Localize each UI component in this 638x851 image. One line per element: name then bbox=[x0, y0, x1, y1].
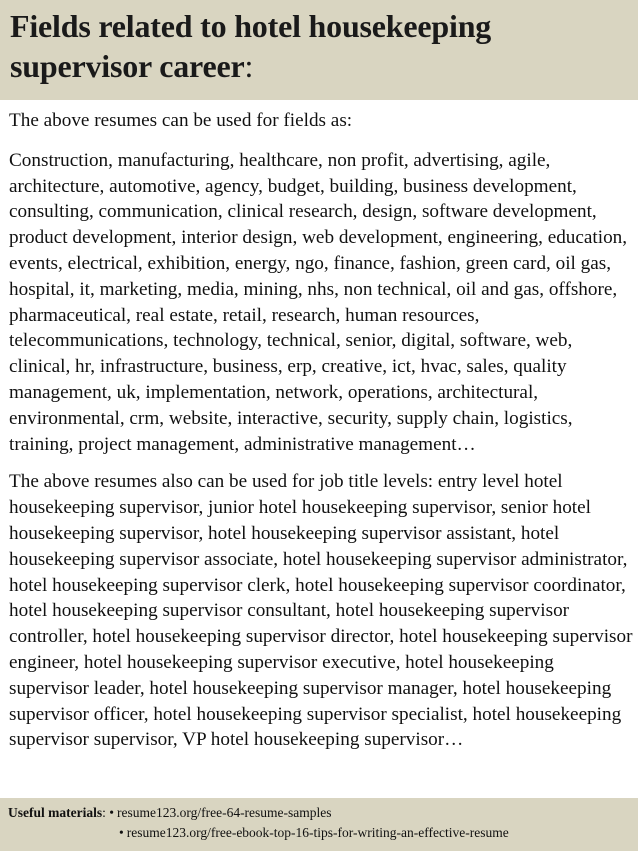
footer-row-2 bbox=[8, 823, 638, 843]
fields-paragraph: Construction, manufacturing, healthcare, non profit, advertising, agile, architecture, automotive, agency, budget, building, business development, consulting, communication, clinical research, design, software development, product development, interior design, web development, engineering, education, events, electrical, exhibition, energy, ngo, finance, fashion, green card, oil gas, hospital, it, marketing, media, mining, nhs, non technical, oil and gas, offshore, pharmaceutical, real estate, retail, research, human resources, telecommunications, technology, technical, senior, digital, software, web, clinical, hr, infrastructure, business, erp, creative, ict, hvac, sales, quality management, uk, implementation, network, operations, architectural, environmental, crm, website, interactive, security, supply chain, logistics, training, project management, administrative management… bbox=[9, 149, 628, 455]
job-levels-paragraph: The above resumes also can be used for job title levels: entry level hotel housekeeping supervisor, junior hotel housekeeping supervisor, senior hotel housekeeping supervisor, hotel housekeeping supervisor assistant, hotel housekeeping supervisor associate, hotel housekeeping supervisor administrator, hotel housekeeping supervisor clerk, hotel housekeeping supervisor coordinator, hotel housekeeping supervisor consultant, hotel housekeeping supervisor controller, hotel housekeeping supervisor director, hotel housekeeping supervisor engineer, hotel housekeeping supervisor executive, hotel housekeeping supervisor leader, hotel housekeeping supervisor manager, hotel housekeeping supervisor officer, hotel housekeeping supervisor specialist, hotel housekeeping supervisor supervisor, VP hotel housekeeping supervisor… bbox=[9, 471, 633, 751]
page-title-colon: : bbox=[244, 48, 254, 84]
bullet-icon: • bbox=[119, 825, 124, 840]
useful-materials-label: Useful materials bbox=[8, 805, 103, 820]
resume-samples-link[interactable]: resume123.org/free-64-resume-samples bbox=[116, 805, 332, 820]
intro-paragraph: The above resumes can be used for fields as: bbox=[9, 110, 353, 131]
page-title-text: Fields related to hotel housekeeping supervisor career bbox=[10, 8, 492, 84]
useful-materials-colon: : bbox=[102, 805, 106, 820]
bullet-icon: • bbox=[109, 805, 114, 820]
ebook-tips-link[interactable]: resume123.org/free-ebook-top-16-tips-for-writing-an-effective-resume bbox=[126, 825, 509, 840]
footer-bar bbox=[0, 798, 638, 851]
footer-row-1 bbox=[8, 803, 638, 823]
body-text bbox=[9, 108, 633, 753]
